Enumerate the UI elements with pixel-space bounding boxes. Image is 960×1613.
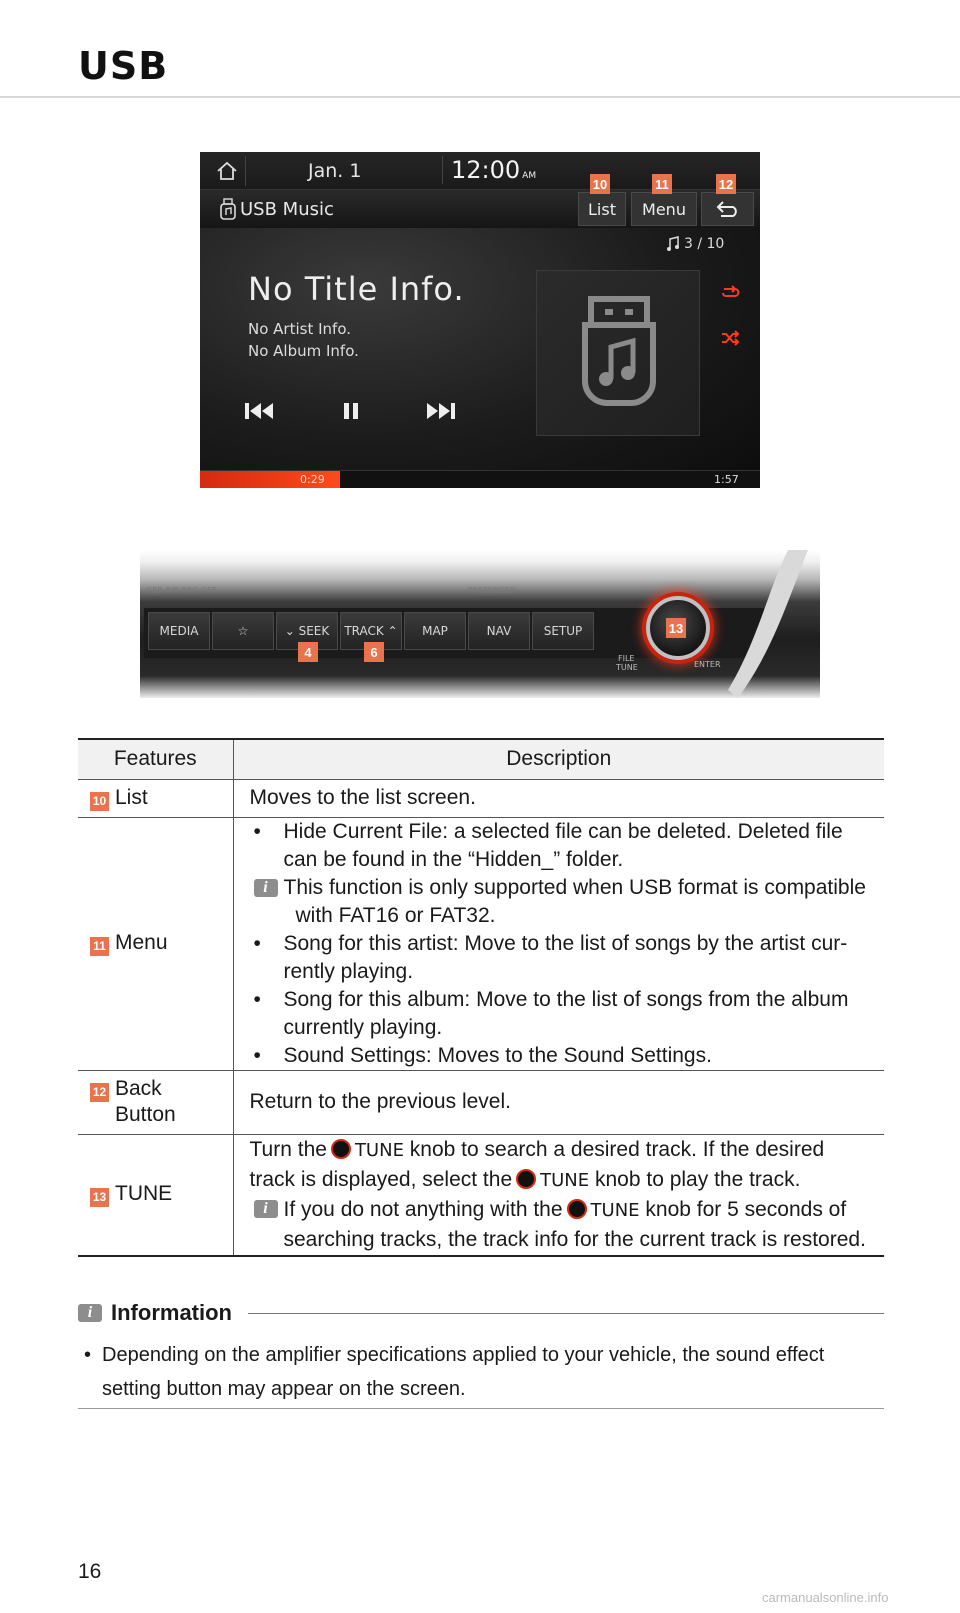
information-heading	[78, 1300, 232, 1326]
tune-word: TUNE	[354, 1140, 404, 1162]
header-description: Description	[233, 739, 884, 779]
back-arrow-icon	[715, 200, 741, 218]
menu-button[interactable]	[631, 192, 697, 226]
header-features: Features	[78, 739, 233, 779]
menu-bullet-sound	[250, 1042, 869, 1070]
callout-back: 12	[716, 174, 736, 194]
back-button[interactable]	[701, 192, 754, 226]
tune-text-c: track is displayed, select the	[249, 1168, 513, 1192]
menu-album-text-cont: currently playing.	[283, 1015, 443, 1039]
badge-11: 11	[90, 937, 109, 956]
page-title: USB	[78, 44, 169, 88]
table-row-menu	[78, 817, 884, 1070]
tune-text-b: knob to search a desired track. If the desired	[409, 1138, 825, 1162]
information-body	[78, 1338, 884, 1406]
app-title: USB Music	[240, 199, 334, 220]
progress-bar[interactable]	[200, 470, 760, 488]
total-time: 1:57	[714, 473, 739, 486]
watermark: carmanualsonline.info	[762, 1590, 889, 1605]
album-art	[536, 270, 700, 436]
callout-list: 10	[590, 174, 610, 194]
setup-button[interactable]: SETUP	[532, 612, 594, 650]
usb-music-icon	[220, 198, 236, 220]
feature-back	[78, 1070, 233, 1134]
tune-knob-icon	[567, 1199, 587, 1219]
chrome-trim	[728, 550, 820, 698]
menu-bullet-album	[250, 986, 869, 1014]
tune-note-cont: searching tracks, the track info for the current track is restored.	[283, 1228, 866, 1252]
tune-knob-icon	[331, 1139, 351, 1159]
badge-13: 13	[90, 1188, 109, 1207]
menu-hide-text-cont: can be found in the “Hidden_” folder.	[283, 847, 624, 871]
table-row-tune	[78, 1134, 884, 1256]
clock-display	[442, 156, 536, 184]
home-icon	[216, 161, 238, 181]
passenger-label: PASSENGER	[468, 586, 516, 595]
description-back: Return to the previous level.	[233, 1070, 884, 1134]
page-number: 16	[78, 1560, 102, 1583]
tune-text-d: knob to play the track.	[594, 1168, 801, 1192]
callout-menu: 11	[652, 174, 672, 194]
list-button[interactable]	[578, 192, 626, 226]
status-bar	[200, 152, 760, 190]
airbag-label: GER AIR BAG OFF	[146, 586, 217, 595]
callout-tune: 13	[666, 618, 686, 638]
menu-note-text-cont: with FAT16 or FAT32.	[295, 903, 496, 927]
feature-back-label-cont: Button	[115, 1103, 176, 1126]
menu-note	[250, 874, 869, 902]
menu-artist-text: Song for this artist: Move to the list of songs by the artist cur-	[283, 931, 848, 955]
info-icon: i	[254, 1200, 278, 1218]
tune-line-2	[250, 1165, 869, 1195]
info-icon: i	[254, 879, 278, 897]
table-row-back	[78, 1070, 884, 1134]
list-button-label: List	[588, 199, 616, 219]
information-line-2: setting button may appear on the screen.	[102, 1378, 466, 1400]
seek-button[interactable]: ⌄ SEEK	[276, 612, 338, 650]
tune-word: TUNE	[540, 1170, 590, 1192]
tune-line-1	[250, 1135, 869, 1165]
information-bottom-rule	[78, 1408, 884, 1409]
clock-ampm: AM	[522, 171, 537, 181]
info-icon: i	[78, 1304, 102, 1322]
track-button[interactable]: TRACK ⌃	[340, 612, 402, 650]
description-list: Moves to the list screen.	[233, 779, 884, 817]
information-title: Information	[111, 1300, 232, 1325]
previous-track-icon[interactable]	[244, 402, 274, 420]
head-unit-screenshot	[200, 152, 760, 488]
tune-knob-icon	[516, 1169, 536, 1189]
information-line-1: Depending on the amplifier specifications applied to your vehicle, the sound effect	[102, 1344, 825, 1366]
feature-tune-label: TUNE	[115, 1182, 173, 1206]
date-display: Jan. 1	[308, 160, 362, 182]
menu-bullet-artist	[250, 930, 869, 958]
menu-note-text: This function is only supported when USB format is compatible	[283, 875, 866, 899]
feature-list	[78, 779, 233, 817]
feature-list-label: List	[115, 785, 148, 809]
tune-note-a: If you do not anything with the	[283, 1198, 563, 1222]
menu-button-label: Menu	[642, 199, 686, 219]
file-label: FILE	[618, 654, 635, 663]
badge-12: 12	[90, 1083, 109, 1102]
description-tune	[233, 1134, 884, 1256]
tune-note-b: knob for 5 seconds of	[645, 1198, 847, 1222]
music-note-icon	[666, 236, 680, 252]
feature-menu-label: Menu	[115, 931, 168, 954]
bullet-dot: •	[253, 987, 261, 1011]
enter-label: ENTER	[694, 660, 721, 669]
bullet-dot: •	[253, 931, 261, 955]
home-button[interactable]	[208, 156, 246, 186]
map-button[interactable]: MAP	[404, 612, 466, 650]
bullet-dot: •	[253, 819, 261, 843]
feature-tune	[78, 1134, 233, 1256]
table-header-row	[78, 739, 884, 779]
table-row-list	[78, 779, 884, 817]
badge-10: 10	[90, 792, 109, 811]
album-name: No Album Info.	[248, 342, 359, 360]
menu-hide-text: Hide Current File: a selected file can be deleted. Deleted file	[283, 819, 843, 843]
menu-sound-text: Sound Settings: Moves to the Sound Settings.	[283, 1043, 712, 1067]
tune-text-a: Turn the	[249, 1138, 327, 1162]
next-track-icon[interactable]	[426, 402, 456, 420]
menu-album-text: Song for this album: Move to the list of songs from the album	[283, 987, 849, 1011]
tune-label: TUNE	[616, 663, 638, 672]
control-panel-photo	[140, 550, 820, 698]
callout-track: 6	[364, 642, 384, 662]
media-button[interactable]: MEDIA	[148, 612, 210, 650]
track-count: 3 / 10	[684, 236, 725, 252]
bullet-dot: •	[253, 1043, 261, 1067]
shuffle-icon[interactable]	[720, 330, 740, 346]
bullet-dot: •	[84, 1344, 92, 1366]
usb-drive-icon	[581, 295, 657, 407]
feature-back-label: Back	[115, 1077, 162, 1100]
menu-artist-text-cont: rently playing.	[283, 959, 414, 983]
callout-seek: 4	[298, 642, 318, 662]
elapsed-time: 0:29	[300, 473, 325, 486]
description-menu	[233, 817, 884, 1070]
information-rule	[248, 1313, 884, 1314]
pause-icon[interactable]	[342, 402, 360, 420]
repeat-icon[interactable]	[720, 284, 740, 300]
feature-menu	[78, 817, 233, 1070]
nav-button[interactable]: NAV	[468, 612, 530, 650]
song-title: No Title Info.	[248, 270, 465, 308]
clock-time: 12:00	[451, 156, 521, 184]
artist-name: No Artist Info.	[248, 320, 352, 338]
features-table	[78, 738, 884, 1257]
title-divider	[0, 96, 960, 98]
tune-note	[250, 1195, 869, 1225]
favorite-button[interactable]: ☆	[212, 612, 274, 650]
tune-word: TUNE	[590, 1200, 640, 1222]
menu-bullet-hide	[250, 818, 869, 846]
